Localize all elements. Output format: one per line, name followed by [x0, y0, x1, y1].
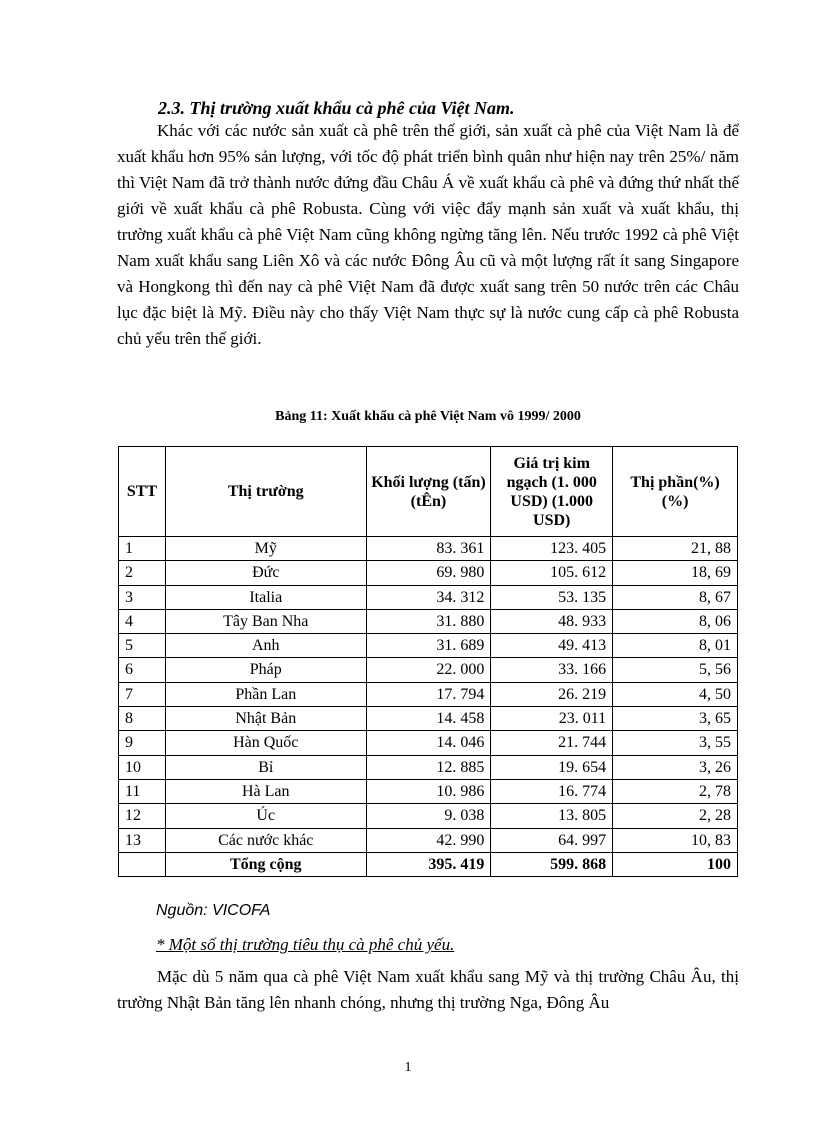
page-number: 1: [404, 1060, 412, 1075]
row-market: Mỹ: [165, 537, 366, 561]
closing-paragraph: Mặc dù 5 năm qua cà phê Việt Nam xuất khẩu sang Mỹ và thị trường Châu Âu, thị trường Nhật Bản tăng lên nhanh chóng, nhưng thị trường Nga, Đông Âu: [117, 967, 739, 1012]
row-value: 23. 011: [491, 707, 613, 731]
row-share: 2, 78: [613, 779, 738, 803]
row-share: 3, 65: [613, 707, 738, 731]
row-value: 105. 612: [491, 561, 613, 585]
row-share: 8, 01: [613, 634, 738, 658]
row-market: Tây Ban Nha: [165, 609, 366, 633]
row-value: 48. 933: [491, 609, 613, 633]
row-value: 21. 744: [491, 731, 613, 755]
row-value: 26. 219: [491, 682, 613, 706]
row-value: 64. 997: [491, 828, 613, 852]
row-share: 5, 56: [613, 658, 738, 682]
row-share: 10, 83: [613, 828, 738, 852]
row-market: Phần Lan: [165, 682, 366, 706]
row-market: Italia: [165, 585, 366, 609]
header-share: Thị phần(%) (%): [613, 447, 738, 537]
table-row: [119, 537, 738, 561]
table-row: [119, 707, 738, 731]
header-market: Thị trường: [165, 447, 366, 537]
row-stt: 5: [119, 634, 166, 658]
table-row: [119, 561, 738, 585]
row-share: 8, 67: [613, 585, 738, 609]
table-row: [119, 682, 738, 706]
total-label: Tổng cộng: [165, 852, 366, 876]
row-volume: 69. 980: [366, 561, 491, 585]
section-heading: 2.3. Thị trường xuất khẩu cà phê của Việt Nam.: [158, 98, 515, 118]
row-market: Hàn Quốc: [165, 731, 366, 755]
row-value: 13. 805: [491, 804, 613, 828]
row-market: Pháp: [165, 658, 366, 682]
row-market: Đức: [165, 561, 366, 585]
row-volume: 17. 794: [366, 682, 491, 706]
row-stt: 9: [119, 731, 166, 755]
row-share: 8, 06: [613, 609, 738, 633]
total-value: 599. 868: [491, 852, 613, 876]
row-market: Nhật Bản: [165, 707, 366, 731]
row-market: Anh: [165, 634, 366, 658]
header-stt: STT: [119, 447, 166, 537]
row-stt: 1: [119, 537, 166, 561]
header-volume: Khối lượng (tấn) (tÊn): [366, 447, 491, 537]
row-volume: 42. 990: [366, 828, 491, 852]
table-row: [119, 804, 738, 828]
total-row: [119, 852, 738, 876]
row-market: Hà Lan: [165, 779, 366, 803]
row-stt: 13: [119, 828, 166, 852]
source-note: Nguồn: VICOFA: [156, 902, 271, 919]
row-value: 123. 405: [491, 537, 613, 561]
row-value: 16. 774: [491, 779, 613, 803]
row-share: 2, 28: [613, 804, 738, 828]
row-share: 3, 26: [613, 755, 738, 779]
row-volume: 31. 880: [366, 609, 491, 633]
row-volume: 22. 000: [366, 658, 491, 682]
table-body: [119, 537, 738, 853]
row-value: 33. 166: [491, 658, 613, 682]
table-row: [119, 585, 738, 609]
table-row: [119, 658, 738, 682]
row-value: 19. 654: [491, 755, 613, 779]
table-row: [119, 779, 738, 803]
row-stt: 8: [119, 707, 166, 731]
row-volume: 12. 885: [366, 755, 491, 779]
row-volume: 34. 312: [366, 585, 491, 609]
row-share: 3, 55: [613, 731, 738, 755]
row-value: 49. 413: [491, 634, 613, 658]
table-row: [119, 828, 738, 852]
row-share: 21, 88: [613, 537, 738, 561]
total-stt-cell: [119, 852, 166, 876]
row-volume: 14. 046: [366, 731, 491, 755]
row-volume: 10. 986: [366, 779, 491, 803]
total-volume: 395. 419: [366, 852, 491, 876]
row-share: 18, 69: [613, 561, 738, 585]
row-value: 53. 135: [491, 585, 613, 609]
row-stt: 7: [119, 682, 166, 706]
row-share: 4, 50: [613, 682, 738, 706]
intro-paragraph: Khác với các nước sản xuất cà phê trên thế giới, sản xuất cà phê của Việt Nam là để xuất khẩu hơn 95% sản lượng, với tốc độ phát triển bình quân như hiện nay trên 25%/ năm thì Việt Nam đã trở thành nước đứng đầu Châu Á về xuất khẩu cà phê và đứng thứ nhất thế giới về xuất khẩu cà phê Robusta. Cùng với việc đẩy mạnh sản xuất và xuất khẩu, thị trường xuất khẩu cà phê Việt Nam cũng không ngừng tăng lên. Nếu trước 1992 cà phê Việt Nam xuất khẩu sang Liên Xô và các nước Đông Âu cũ và một lượng rất ít sang Singapore và Hongkong thì đến nay cà phê Việt Nam đã được xuất sang trên 50 nước trên các Châu lục đặc biệt là Mỹ. Điều này cho thấy Việt Nam thực sự là nước cung cấp cà phê Robusta chủ yếu trên thế giới.: [117, 121, 739, 348]
row-volume: 31. 689: [366, 634, 491, 658]
total-share: 100: [613, 852, 738, 876]
row-stt: 6: [119, 658, 166, 682]
row-stt: 10: [119, 755, 166, 779]
header-value: Giá trị kim ngạch (1. 000 USD) (1.000 USD): [491, 447, 613, 537]
row-volume: 9. 038: [366, 804, 491, 828]
table-caption: Bảng 11: Xuất khẩu cà phê Việt Nam vô 1999/ 2000: [275, 409, 581, 424]
table-row: [119, 755, 738, 779]
row-stt: 12: [119, 804, 166, 828]
row-market: Các nước khác: [165, 828, 366, 852]
row-stt: 11: [119, 779, 166, 803]
subheading-note: * Một số thị trường tiêu thụ cà phê chủ yếu.: [156, 935, 455, 954]
table-row: [119, 634, 738, 658]
row-market: Bỉ: [165, 755, 366, 779]
row-volume: 83. 361: [366, 537, 491, 561]
row-stt: 2: [119, 561, 166, 585]
table-header-row: [119, 447, 738, 537]
export-table: [118, 446, 738, 877]
row-volume: 14. 458: [366, 707, 491, 731]
row-market: Úc: [165, 804, 366, 828]
row-stt: 3: [119, 585, 166, 609]
table-row: [119, 609, 738, 633]
row-stt: 4: [119, 609, 166, 633]
table-row: [119, 731, 738, 755]
